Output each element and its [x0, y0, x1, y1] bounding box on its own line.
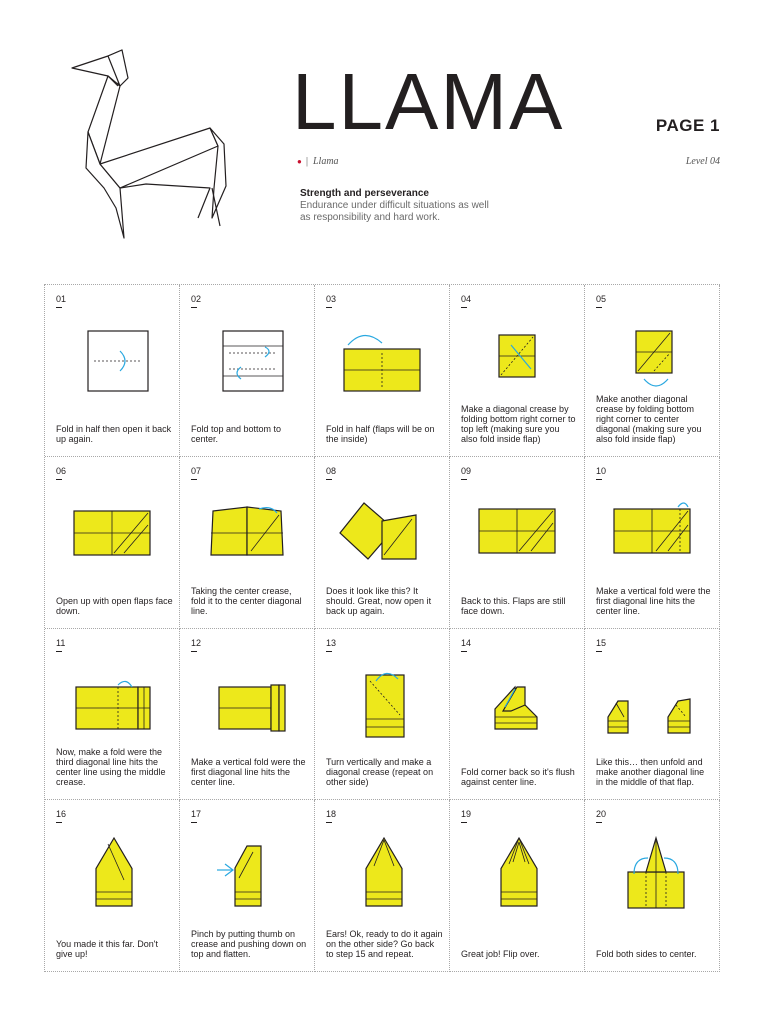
step-dash — [326, 651, 332, 652]
step-number: 20 — [596, 809, 607, 820]
step-number: 18 — [326, 809, 337, 820]
step-dash — [191, 479, 197, 480]
step-01 — [45, 285, 180, 457]
step-14 — [450, 629, 585, 801]
step-dash — [596, 479, 602, 480]
step-caption: Ears! Ok, ready to do it again on the other side? Go back to step 15 and repeat. — [326, 929, 443, 959]
meta-line — [297, 156, 720, 172]
step-caption: Make a diagonal crease by folding bottom right corner to top left (making sure you also fold inside flap) — [461, 403, 576, 444]
step-number: 19 — [461, 809, 472, 820]
fold-half-open-icon — [45, 313, 179, 413]
step-number: 06 — [56, 465, 67, 476]
step-15 — [585, 629, 720, 801]
step-number: 15 — [596, 637, 607, 648]
step-dash — [461, 307, 467, 308]
step-caption: Fold in half (flaps will be on the inside) — [326, 423, 435, 444]
step-caption: Back to this. Flaps are still face down. — [461, 595, 566, 616]
step-06 — [45, 457, 180, 629]
pinch-flatten-icon — [180, 828, 314, 928]
step-number: 09 — [461, 465, 472, 476]
ears-icon — [315, 828, 449, 928]
difficulty-level: Level 04 — [685, 156, 720, 167]
step-dash — [56, 307, 62, 308]
step-number: 10 — [596, 465, 607, 476]
step-09 — [450, 457, 585, 629]
step-dash — [56, 651, 62, 652]
step-caption: Turn vertically and make a diagonal crease (repeat on other side) — [326, 757, 434, 788]
step-04 — [450, 285, 585, 457]
step-caption: Taking the center crease, fold it to the center diagonal line. — [191, 585, 302, 616]
description — [300, 188, 500, 224]
description-body: Endurance under difficult situations as well as responsibility and hard work. — [300, 200, 489, 223]
fold-center-crease-icon — [180, 485, 314, 585]
fold-top-bottom-icon — [180, 313, 314, 413]
step-03 — [315, 285, 450, 457]
step-caption: Open up with open flaps face down. — [56, 595, 173, 616]
step-number: 14 — [461, 637, 472, 648]
back-to-shape-icon — [450, 485, 584, 585]
step-caption: Fold both sides to center. — [596, 949, 697, 959]
step-19 — [450, 800, 585, 972]
step-20 — [585, 800, 720, 972]
fold-sides-center-icon — [585, 828, 719, 928]
step-16 — [45, 800, 180, 972]
step-12 — [180, 629, 315, 801]
model-name: Llama — [313, 156, 339, 167]
llama-origami-icon — [60, 48, 240, 240]
step-caption: Does it look like this? It should. Great, now open it back up again. — [326, 585, 432, 616]
step-caption: Like this… then unfold and make another diagonal line in the middle of that flap. — [596, 757, 705, 788]
step-07 — [180, 457, 315, 629]
description-heading: Strength and perseverance — [300, 188, 429, 199]
step-dash — [191, 822, 197, 823]
unfold-flap-icon — [585, 657, 719, 757]
step-05 — [585, 285, 720, 457]
step-number: 13 — [326, 637, 337, 648]
step-caption: Make a vertical fold were the first diagonal line hits the center line. — [191, 757, 306, 788]
step-dash — [191, 651, 197, 652]
step-number: 12 — [191, 637, 202, 648]
flip-over-icon — [450, 828, 584, 928]
step-13 — [315, 629, 450, 801]
page-title: LLAMA — [292, 57, 565, 146]
step-caption: Fold corner back so it's flush against center line. — [461, 767, 575, 788]
step-number: 08 — [326, 465, 337, 476]
step-dash — [56, 822, 62, 823]
step-number: 17 — [191, 809, 202, 820]
step-number: 04 — [461, 294, 472, 304]
turn-vertical-icon — [315, 657, 449, 757]
step-10 — [585, 457, 720, 629]
step-dash — [461, 651, 467, 652]
step-number: 11 — [56, 637, 66, 648]
step-18 — [315, 800, 450, 972]
step-number: 05 — [596, 294, 607, 304]
step-caption: Make a vertical fold were the first diagonal line hits the center line. — [596, 585, 711, 616]
step-number: 01 — [56, 294, 67, 304]
step-caption: Fold top and bottom to center. — [191, 423, 282, 444]
step-dash — [326, 479, 332, 480]
fold-in-half-icon — [315, 313, 449, 413]
vertical-fold-two-icon — [180, 657, 314, 757]
steps-grid — [44, 284, 720, 972]
step-dash — [596, 822, 602, 823]
step-dash — [326, 307, 332, 308]
step-caption: Now, make a fold were the third diagonal line hits the center line using the middle crease. — [56, 747, 166, 788]
step-dash — [191, 307, 197, 308]
open-flaps-icon — [45, 485, 179, 585]
step-caption: Great job! Flip over. — [461, 949, 540, 959]
step-dash — [326, 822, 332, 823]
step-number: 02 — [191, 294, 202, 304]
step-dash — [461, 479, 467, 480]
progress-shape-icon — [45, 828, 179, 928]
step-dash — [596, 651, 602, 652]
step-02 — [180, 285, 315, 457]
step-08 — [315, 457, 450, 629]
vertical-fold-icon — [585, 485, 719, 585]
step-caption: Pinch by putting thumb on crease and pushing down on top and flatten. — [191, 929, 307, 959]
third-diagonal-fold-icon — [45, 657, 179, 757]
step-caption: You made it this far. Don't give up! — [56, 939, 158, 959]
step-11 — [45, 629, 180, 801]
page-number: PAGE 1 — [655, 116, 720, 135]
accent-dot-icon: ● — [297, 157, 302, 166]
step-dash — [461, 822, 467, 823]
step-caption: Fold in half then open it back up again. — [56, 423, 172, 444]
step-17 — [180, 800, 315, 972]
check-shape-icon — [315, 485, 449, 585]
step-number: 16 — [56, 809, 67, 820]
step-number: 07 — [191, 465, 202, 476]
step-dash — [56, 479, 62, 480]
diagonal-crease-icon — [450, 313, 584, 413]
meta-separator: | — [306, 156, 309, 167]
step-number: 03 — [326, 294, 337, 304]
fold-corner-back-icon — [450, 657, 584, 757]
step-caption: Make another diagonal crease by folding bottom right corner to center diagonal (making sure you also fold inside flap) — [596, 393, 702, 444]
step-dash — [596, 307, 602, 308]
